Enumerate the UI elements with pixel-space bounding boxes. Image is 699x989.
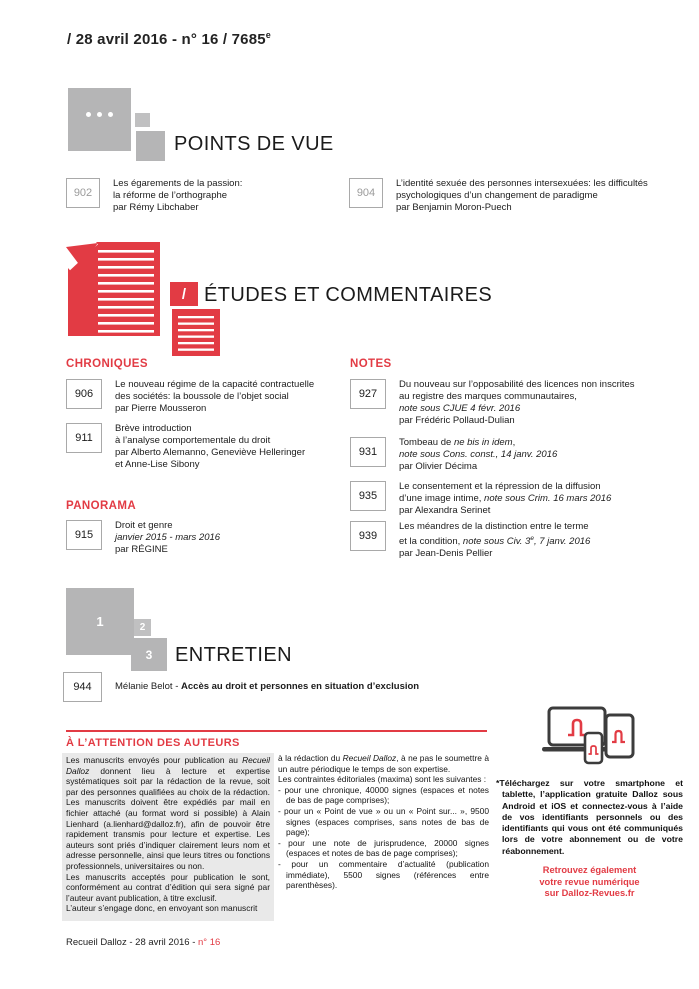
entry-line: Le nouveau régime de la capacité contractuelle xyxy=(115,379,315,390)
section-title-points-de-vue: POINTS DE VUE xyxy=(174,133,334,155)
list-item: - pour une chronique, 40000 signes (espaces et notes de bas de page comprises); xyxy=(278,784,489,806)
issue-superscript: e xyxy=(265,30,272,40)
page-number-box: 927 xyxy=(350,379,386,409)
paragraph xyxy=(66,755,270,872)
subsection-chroniques: CHRONIQUES xyxy=(66,358,148,370)
toc-entry-939 xyxy=(350,521,590,560)
text-run: donnent lieu à lecture et expertise systématiques soit par la rédaction de la revue, soit par des personnes qualifiées au choix de la rédaction. Les manuscrits doivent être expédiés par mail en fichier attaché (au format word si possible) à Alain Lienhard (a.lienhard@dalloz.fr), afin de pouvoir être rapidement transmis pour lecture et expertise. Les auteurs sont priés d’indiquer clairement leurs nom et adresse personnelle, ainsi que leurs titres ou fonctions professionnels, universitaires ou non. xyxy=(66,765,270,871)
entry-author: par Benjamin Moron-Puech xyxy=(396,202,512,213)
entry-line: psychologiques d’un changement de paradigme xyxy=(396,190,598,201)
entry-line: Brève introduction xyxy=(115,423,192,434)
subsection-panorama: PANORAMA xyxy=(66,500,137,512)
entry-text xyxy=(115,681,419,693)
text-run: , à ne pas le soumettre à un autre périodique le temps de son expertise. xyxy=(278,753,489,774)
entry-line: Droit et genre xyxy=(115,520,173,531)
red-document-icon xyxy=(66,242,162,338)
entry-text xyxy=(115,520,220,556)
square-2-icon: 2 xyxy=(134,619,151,636)
entry-author: par Pierre Mousseron xyxy=(115,403,207,414)
entry-author: par Frédéric Pollaud-Dulian xyxy=(399,415,515,426)
toc-entry-931 xyxy=(350,437,557,473)
entry-line: au registre des marques communautaires, xyxy=(399,391,577,402)
issue-header xyxy=(67,30,271,48)
square-1-icon: 1 xyxy=(66,588,134,655)
entry-author: par Jean-Denis Pellier xyxy=(399,548,493,560)
entry-line: Tombeau de xyxy=(399,437,454,448)
text-run: Téléchargez sur votre smartphone et tablette, l’application gratuite Dalloz sous Android et iOS et connectez-vous à l’aide de vos identifiants personnels ou des identifiants qui vous ont été communiqués lors de votre abonnement ou de votre réabonnement. xyxy=(499,778,683,856)
footer-issue-number: n° 16 xyxy=(198,937,221,948)
medium-square-icon xyxy=(136,131,165,161)
page-number-box: 904 xyxy=(349,178,383,208)
entry-note-ref: note sous Cons. const., 14 janv. 2016 xyxy=(399,449,558,460)
entry-note-sup: e xyxy=(530,535,534,542)
entry-text xyxy=(399,521,590,560)
page-number-box: 939 xyxy=(350,521,386,551)
entry-note-ref-text: note sous Civ. 3 xyxy=(462,536,531,548)
entry-note-ref xyxy=(463,536,590,547)
toc-entry-902 xyxy=(66,178,242,214)
toc-entry-906 xyxy=(66,379,314,415)
points-de-vue-squares-icon xyxy=(66,88,236,168)
entry-line: la réforme de l’orthographe xyxy=(113,190,228,201)
text-run: Les manuscrits envoyés pour publication au xyxy=(66,755,243,765)
entry-line: d’une image intime, xyxy=(399,493,485,504)
square-3-icon: 3 xyxy=(131,638,167,671)
app-promo-text xyxy=(496,778,683,857)
entry-line: Du nouveau sur l’opposabilité des licences non inscrites xyxy=(399,379,635,390)
text-run: à la rédaction du xyxy=(278,753,343,763)
devices-icon xyxy=(540,706,640,768)
entry-line: L’identité sexuée des personnes intersexuées: les difficultés xyxy=(396,178,648,189)
auteurs-column-2 xyxy=(278,753,489,891)
journal-name: Recueil Dalloz xyxy=(66,755,270,776)
auteurs-heading: À L’ATTENTION DES AUTEURS xyxy=(66,737,240,749)
list-item: - pour un commentaire d’actualité (publication immédiate), 5500 signes (références entre parenthèses). xyxy=(278,858,489,891)
entry-interviewee: Mélanie Belot - xyxy=(115,681,182,692)
paragraph xyxy=(278,753,489,774)
entry-note-ref: note sous Crim. 16 mars 2016 xyxy=(484,493,612,504)
toc-entry-911 xyxy=(66,423,305,471)
page-number-box: 902 xyxy=(66,178,100,208)
entry-author: par Rémy Libchaber xyxy=(113,202,199,213)
text-line: Retrouvez également xyxy=(542,865,637,876)
text-line: sur Dalloz-Revues.fr xyxy=(544,888,635,899)
entry-note-ref-text: , 7 janv. 2016 xyxy=(533,536,591,548)
page-number-box: 931 xyxy=(350,437,386,467)
revue-numerique-text xyxy=(496,865,683,900)
entry-author: par Alexandra Serinet xyxy=(399,505,491,516)
page-number-box: 911 xyxy=(66,423,102,453)
auteurs-column-1 xyxy=(62,753,274,921)
toc-entry-927 xyxy=(350,379,635,427)
slash-icon: / xyxy=(170,282,198,306)
entry-text xyxy=(115,379,314,415)
entry-line: des sociétés: la boussole de l’objet social xyxy=(115,391,289,402)
entry-line: , xyxy=(512,437,516,448)
entry-latin: ne bis in idem xyxy=(453,437,513,448)
list-item: - pour un « Point de vue » ou un « Point sur... », 9500 signes (espaces comprises, sans notes de bas de page); xyxy=(278,805,489,838)
section-title-etudes: ÉTUDES ET COMMENTAIRES xyxy=(204,284,493,306)
entry-line: Le consentement et la répression de la diffusion xyxy=(399,481,601,492)
paragraph: Les contraintes éditoriales (maxima) sont les suivantes : xyxy=(278,774,487,785)
page-number-box: 944 xyxy=(63,672,102,702)
red-divider xyxy=(66,730,487,732)
entry-author: par RÉGINE xyxy=(115,544,168,555)
entry-text xyxy=(115,423,305,471)
toc-entry-935 xyxy=(350,481,611,517)
section-title-entretien: ENTRETIEN xyxy=(175,644,292,666)
entry-text xyxy=(399,379,635,427)
ellipsis-square-icon xyxy=(68,88,131,151)
asterisk: * xyxy=(496,778,500,788)
paragraph: Les manuscrits acceptés pour publication le sont, conformément au contrat d’édition qui sera signé par l’auteur avant publication, à titre exclusif. xyxy=(66,871,270,903)
entry-line: à l’analyse comportementale du droit xyxy=(115,435,271,446)
text-line: votre revue numérique xyxy=(539,876,640,887)
entry-text xyxy=(396,178,648,214)
journal-name: Recueil Dalloz xyxy=(342,753,397,763)
entry-title-bold: Accès au droit et personnes en situation d’exclusion xyxy=(181,681,420,692)
page-footer xyxy=(66,937,220,948)
digital-app-promo xyxy=(496,706,683,900)
small-red-document-icon xyxy=(172,309,220,356)
toc-entry-904 xyxy=(349,178,648,214)
entry-date-range: janvier 2015 - mars 2016 xyxy=(115,532,221,543)
list-item: - pour une note de jurisprudence, 20000 signes (espaces et notes de bas de page comprises); xyxy=(278,837,489,859)
entry-text xyxy=(113,178,242,214)
ellipsis-dots-icon xyxy=(86,112,113,117)
entry-text xyxy=(399,437,557,473)
page-number-box: 915 xyxy=(66,520,102,550)
entry-line: Les méandres de la distinction entre le terme xyxy=(399,521,589,532)
entry-author: et Anne-Lise Sibony xyxy=(115,459,200,470)
entry-author: par Olivier Décima xyxy=(399,461,478,472)
issue-date: / 28 avril 2016 - n° 16 / 7685 xyxy=(67,31,266,48)
page-number-box: 935 xyxy=(350,481,386,511)
entry-line: et la condition, xyxy=(399,536,463,548)
subsection-notes: NOTES xyxy=(350,358,392,370)
footer-text: Recueil Dalloz - 28 avril 2016 - xyxy=(66,937,199,948)
paragraph: L’auteur s’engage donc, en envoyant son manuscrit xyxy=(66,903,258,914)
entry-note-ref: note sous CJUE 4 févr. 2016 xyxy=(399,403,521,414)
toc-entry-944 xyxy=(63,672,419,702)
entry-author: par Alberto Alemanno, Geneviève Helleringer xyxy=(115,447,306,458)
entry-text xyxy=(399,481,611,517)
small-square-icon xyxy=(135,113,150,127)
entry-line: Les égarements de la passion: xyxy=(113,178,243,189)
toc-entry-915 xyxy=(66,520,220,556)
page-number-box: 906 xyxy=(66,379,102,409)
